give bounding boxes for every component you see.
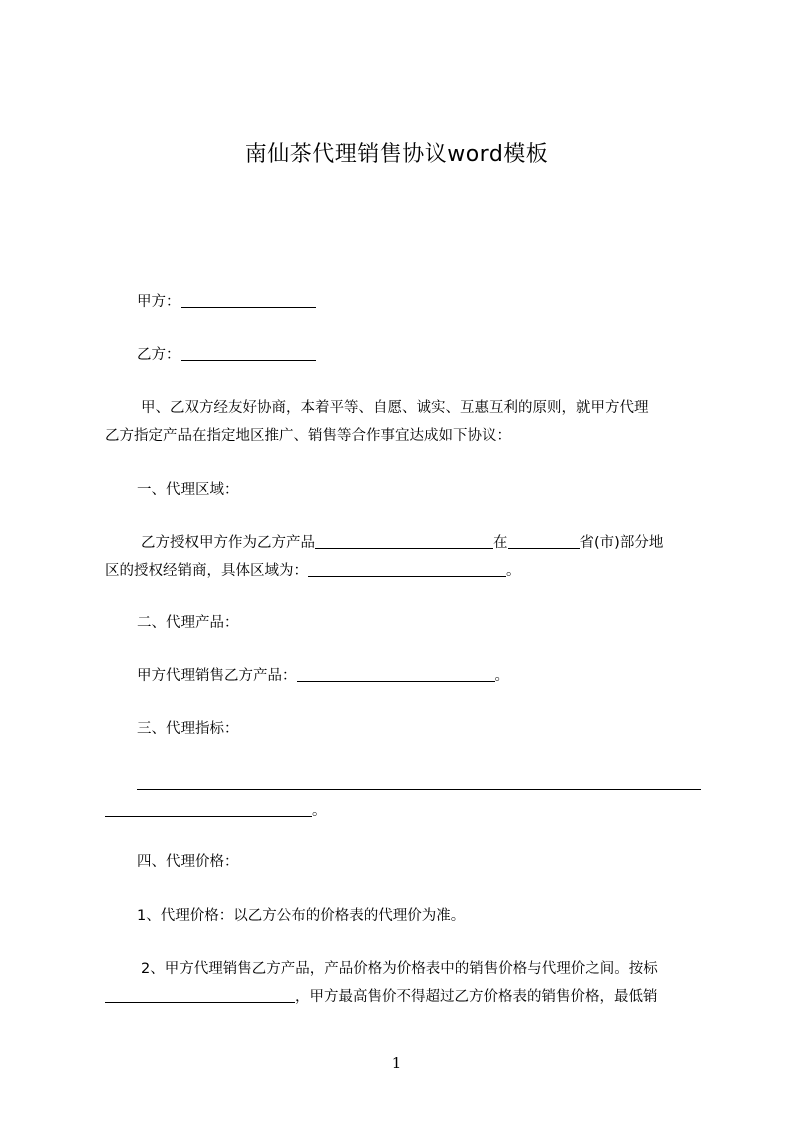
section3-line-1 bbox=[137, 774, 701, 794]
region-blank bbox=[308, 562, 506, 577]
section1-heading: 一、代理区域： bbox=[137, 482, 239, 498]
section1-text-b: 在 bbox=[493, 535, 508, 551]
section1-text-c: 省(市)部分地 bbox=[579, 535, 664, 551]
intro-line-1: 甲、乙双方经友好协商，本着平等、自愿、诚实、互惠互利的原则，就甲方代理 bbox=[141, 400, 649, 416]
intro-line-2: 乙方指定产品在指定地区推广、销售等合作事宜达成如下协议： bbox=[105, 428, 511, 444]
section1-text-d: 区的授权经销商，具体区域为： bbox=[105, 563, 308, 579]
section4-heading: 四、代理价格： bbox=[137, 854, 239, 870]
product-blank bbox=[315, 534, 493, 549]
product-name-blank bbox=[297, 667, 495, 682]
party-b-line bbox=[137, 345, 316, 365]
section2-heading: 二、代理产品： bbox=[137, 615, 239, 631]
section1-line-1 bbox=[141, 533, 663, 553]
target-blank-2 bbox=[105, 802, 312, 817]
item2-text: ，甲方最高售价不得超过乙方价格表的销售价格，最低销 bbox=[295, 989, 658, 1005]
section3-period: 。 bbox=[312, 803, 327, 819]
party-b-label: 乙方： bbox=[137, 347, 181, 363]
target-blank-1 bbox=[137, 775, 701, 790]
page-number: 1 bbox=[391, 1054, 402, 1072]
section3-line-2 bbox=[105, 801, 327, 821]
document-title: 南仙茶代理销售协议word模板 bbox=[244, 142, 549, 167]
section4-item-2-line-2 bbox=[105, 987, 658, 1007]
party-a-line bbox=[137, 292, 316, 312]
party-a-blank bbox=[181, 293, 316, 308]
section2-text: 甲方代理销售乙方产品： bbox=[137, 668, 297, 684]
standard-blank bbox=[105, 988, 295, 1003]
section3-heading: 三、代理指标： bbox=[137, 721, 239, 737]
section4-item-2-line-1: 2、甲方代理销售乙方产品，产品价格为价格表中的销售价格与代理价之间。按标 bbox=[141, 961, 658, 977]
party-a-label: 甲方： bbox=[137, 294, 181, 310]
section2-period: 。 bbox=[494, 668, 509, 684]
section2-line bbox=[137, 666, 509, 686]
section4-item-1: 1、代理价格：以乙方公布的价格表的代理价为准。 bbox=[137, 908, 466, 924]
section1-text-a: 乙方授权甲方作为乙方产品 bbox=[141, 535, 315, 551]
province-blank bbox=[508, 534, 580, 549]
section1-period: 。 bbox=[506, 563, 521, 579]
party-b-blank bbox=[181, 346, 316, 361]
section1-line-2 bbox=[105, 561, 521, 581]
